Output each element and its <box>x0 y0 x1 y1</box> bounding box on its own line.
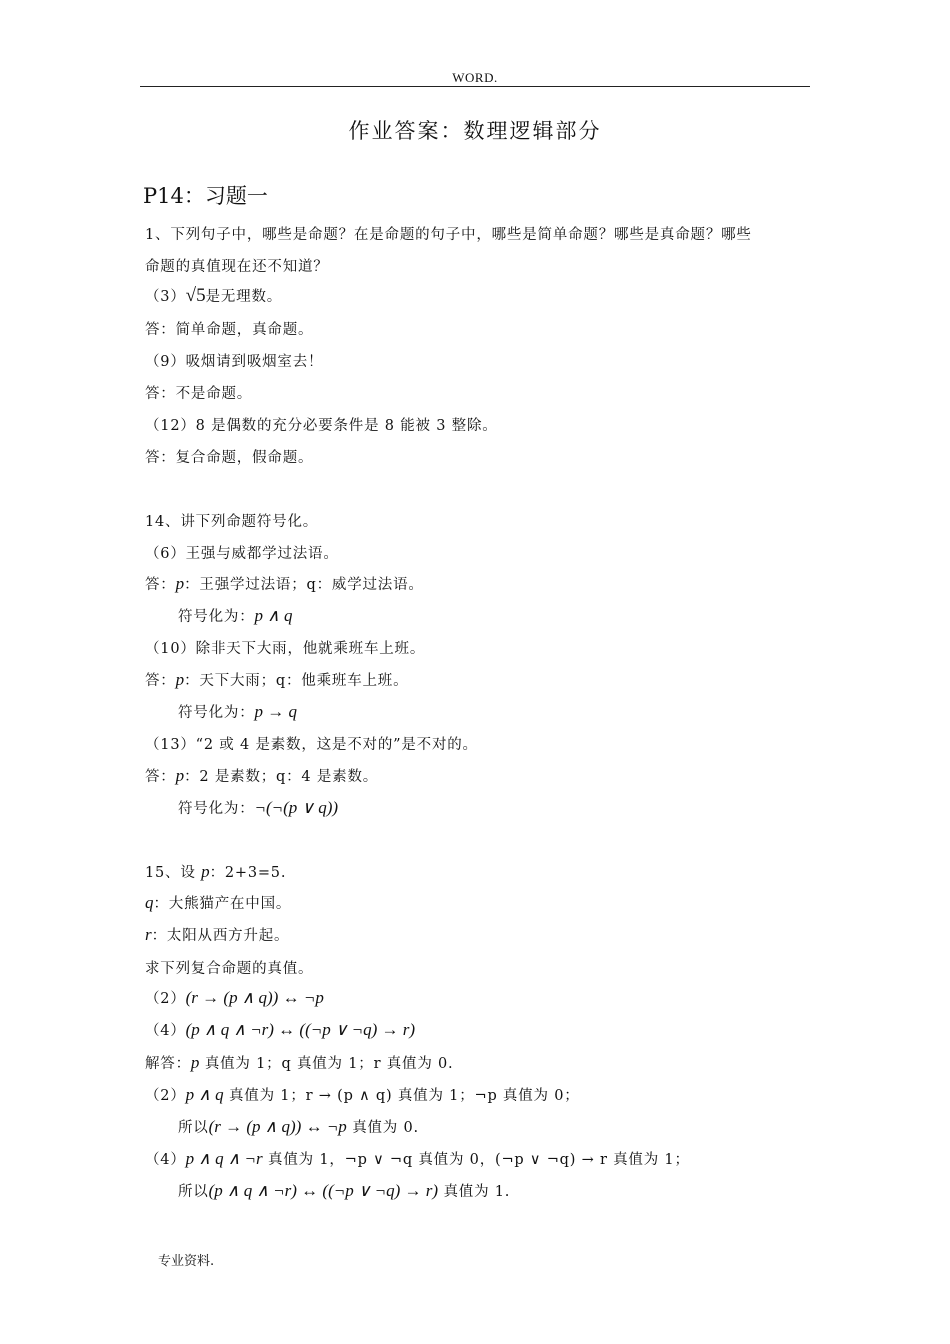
text-line: （10）除非天下大雨，他就乘班车上班。 <box>145 641 426 657</box>
text-line: 符号化为：p → q <box>178 702 297 721</box>
text-line: 答：复合命题，假命题。 <box>145 450 314 466</box>
text-line: （9）吸烟请到吸烟室去！ <box>145 354 324 370</box>
text-line: r：太阳从西方升起。 <box>145 925 290 944</box>
text-line: （6）王强与威都学过法语。 <box>145 546 339 562</box>
page-header-rule <box>140 86 810 87</box>
text-line: 答：p：王强学过法语；q：威学过法语。 <box>145 574 424 593</box>
text-line: 解答：p 真值为 1；q 真值为 1；r 真值为 0. <box>145 1053 454 1072</box>
text-line: 答：p：天下大雨；q：他乘班车上班。 <box>145 670 409 689</box>
text-line: 答：不是命题。 <box>145 386 253 402</box>
text-line: （2）p ∧ q 真值为 1；r → (p ∧ q) 真值为 1；¬p 真值为 0； <box>145 1085 580 1104</box>
text-line: （3）√5是无理数。 <box>145 285 283 306</box>
page-header-text: WORD. <box>452 70 498 85</box>
text-line: 求下列复合命题的真值。 <box>145 961 314 977</box>
text-line: （4）(p ∧ q ∧ ¬r) ↔ ((¬p ∨ ¬q) → r) <box>145 1020 416 1039</box>
text-line: 15、设 p：2+3=5. <box>145 862 287 881</box>
document-title: 作业答案：数理逻辑部分 <box>348 119 602 143</box>
text-line: q：大熊猫产在中国。 <box>145 893 292 912</box>
section-heading: P14：习题一 <box>143 184 268 208</box>
text-line: 所以(p ∧ q ∧ ¬r) ↔ ((¬p ∨ ¬q) → r) 真值为 1. <box>178 1181 511 1200</box>
text-line: 命题的真值现在还不知道？ <box>145 259 329 275</box>
text-line: 答：简单命题，真命题。 <box>145 322 314 338</box>
text-line: 符号化为：p ∧ q <box>178 606 293 625</box>
text-line: 14、讲下列命题符号化。 <box>145 514 319 530</box>
text-line: （2）(r → (p ∧ q)) ↔ ¬p <box>145 988 324 1007</box>
text-line: （13）“2 或 4 是素数，这是不对的”是不对的。 <box>145 737 478 753</box>
text-line: （4）p ∧ q ∧ ¬r 真值为 1，¬p ∨ ¬q 真值为 0，(¬p ∨ ¬q) → r 真值为 1； <box>145 1149 690 1168</box>
page-footer: 专业资料. <box>158 1254 215 1269</box>
text-line: 符号化为：¬(¬(p ∨ q)) <box>178 798 339 817</box>
text-line: 1、下列句子中，哪些是命题？在是命题的句子中，哪些是简单命题？哪些是真命题？哪些 <box>145 227 752 243</box>
text-line: 所以(r → (p ∧ q)) ↔ ¬p 真值为 0. <box>178 1117 419 1136</box>
text-line: （12）8 是偶数的充分必要条件是 8 能被 3 整除。 <box>145 418 498 434</box>
text-line: 答：p：2 是素数；q：4 是素数。 <box>145 766 379 785</box>
